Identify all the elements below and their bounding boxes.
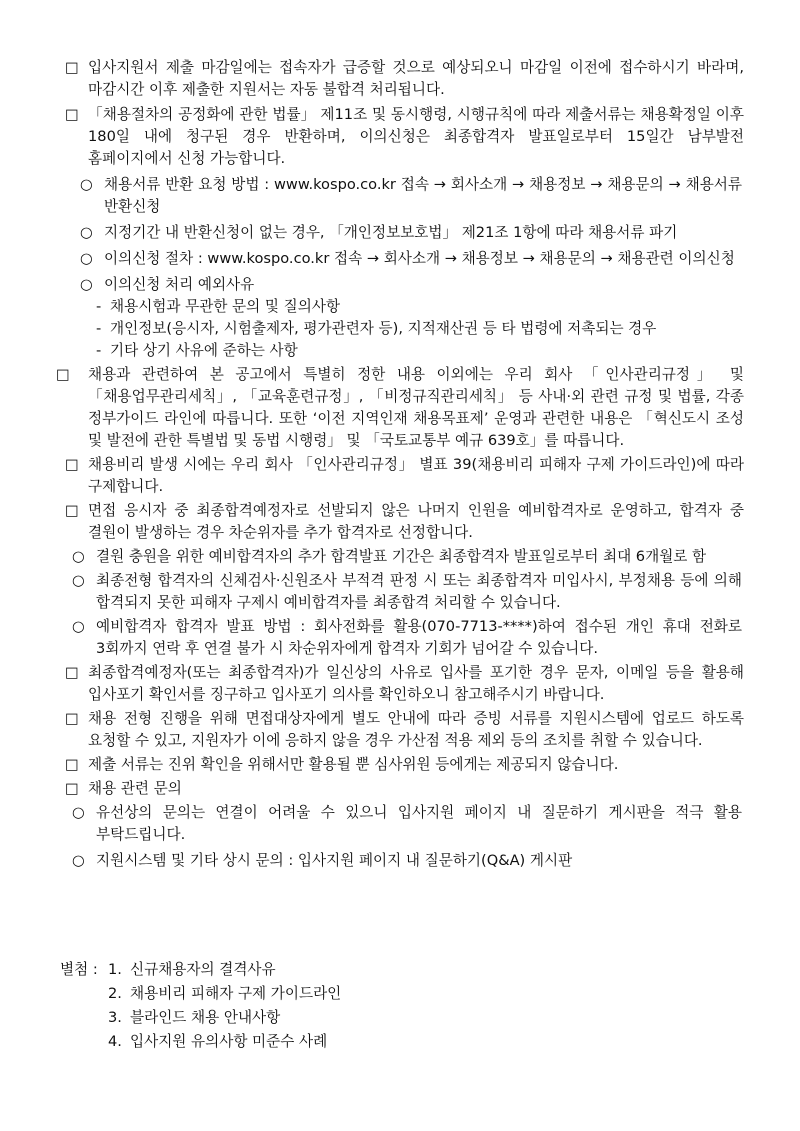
item-text: 채용 전형 진행을 위해 면접대상자에게 별도 안내에 따라 증빙 서류를 지원시스템에 업로드 하도록 요청할 수 있고, 지원자가 이에 응하지 않을 경우 가산점 적용 제외 등의 조치를 취할 수 있습니다. xyxy=(88,710,744,749)
list-item xyxy=(80,248,742,270)
square-bullet: □ xyxy=(65,780,79,797)
attachment-text: 채용비리 피해자 구제 가이드라인 xyxy=(130,985,342,1002)
list-item xyxy=(72,546,742,568)
circle-bullet: ○ xyxy=(72,852,85,869)
item-text: 기타 상기 사유에 준하는 사항 xyxy=(110,342,298,359)
dash-bullet: - xyxy=(96,298,102,315)
item-text: 결원 충원을 위한 예비합격자의 추가 합격발표 기간은 최종합격자 발표일로부터 최대 6개월로 함 xyxy=(96,548,707,565)
circle-bullet: ○ xyxy=(80,276,93,293)
square-bullet: □ xyxy=(65,59,79,76)
item-text: 이의신청 절차 : www.kospo.co.kr 접속 → 회사소개 → 채용정보 → 채용문의 → 채용관련 이의신청 xyxy=(104,250,735,267)
item-text: 유선상의 문의는 연결이 어려울 수 있으니 입사지원 페이지 내 질문하기 게시판을 적극 활용 부탁드립니다. xyxy=(96,804,742,843)
attachment-item xyxy=(60,1030,341,1054)
list-item xyxy=(66,104,744,170)
item-text: 「채용절차의 공정화에 관한 법률」 제11조 및 동시행령, 시행규칙에 따라 제출서류는 채용확정일 이후 180일 내에 청구된 경우 반환하며, 이의신청은 최종합격자 발표일로부터 15일간 남부발전 홈페이지에서 신청 가능합니다. xyxy=(88,106,744,167)
square-bullet: □ xyxy=(65,106,79,123)
item-text: 면접 응시자 중 최종합격예정자로 선발되지 않은 나머지 인원을 예비합격자로 운영하고, 합격자 중 결원이 발생하는 경우 차순위자를 추가 합격자로 선정합니다. xyxy=(88,502,744,541)
attachments-title: 별첨 : xyxy=(60,961,98,978)
square-bullet: □ xyxy=(65,756,79,773)
item-text: 채용과 관련하여 본 공고에서 특별히 정한 내용 이외에는 우리 회사 「인사관리규정」 및 「채용업무관리세칙」, 「교육훈련규정」, 「비정규직관리세칙」 등 사내·외 관련 규정 및 법률, 각종 정부가이드 라인에 따릅니다. 또한 ‘이전 지역인재 채용목표제’ 운영과 관련한 내용은 「혁신도시 조성 및 발전에 관한 특별법 및 동법 시행령」 및 「국토교통부 예규 639호」를 따릅니다. xyxy=(88,366,744,449)
circle-bullet: ○ xyxy=(72,804,85,821)
list-item xyxy=(56,364,744,452)
attachment-number: 2. xyxy=(108,985,122,1002)
square-bullet: □ xyxy=(65,502,79,519)
attachments-section xyxy=(60,958,341,1054)
item-text: 채용 관련 문의 xyxy=(88,780,182,797)
square-bullet: □ xyxy=(65,664,79,681)
attachment-item xyxy=(60,958,341,982)
item-text: 채용비리 발생 시에는 우리 회사 「인사관리규정」 별표 39(채용비리 피해자 구제 가이드라인)에 따라 구제합니다. xyxy=(88,456,744,495)
list-item xyxy=(96,340,722,362)
item-text: 채용서류 반환 요청 방법 : www.kospo.co.kr 접속 → 회사소개 → 채용정보 → 채용문의 → 채용서류 반환신청 xyxy=(104,176,742,215)
square-bullet: □ xyxy=(65,710,79,727)
list-item xyxy=(66,778,744,800)
list-item xyxy=(72,570,742,614)
list-item xyxy=(72,850,742,872)
item-text: 예비합격자 합격자 발표 방법 : 회사전화를 활용(070-7713-****)하여 접수된 개인 휴대 전화로 3회까지 연락 후 연결 불가 시 차순위자에게 합격자 기회가 넘어갈 수 있습니다. xyxy=(96,618,742,657)
list-item xyxy=(72,802,742,846)
item-text: 제출 서류는 진위 확인을 위해서만 활용될 뿐 심사위원 등에게는 제공되지 않습니다. xyxy=(88,756,619,773)
attachment-number: 1. xyxy=(108,961,122,978)
list-item xyxy=(66,57,744,101)
list-item xyxy=(66,662,744,706)
attachment-item xyxy=(60,1006,341,1030)
notice-body xyxy=(0,57,744,872)
item-text: 채용시험과 무관한 문의 및 질의사항 xyxy=(110,298,341,315)
list-item xyxy=(96,296,722,318)
circle-bullet: ○ xyxy=(80,250,93,267)
circle-bullet: ○ xyxy=(80,176,93,193)
list-item xyxy=(80,222,742,244)
list-item xyxy=(66,708,744,752)
dash-bullet: - xyxy=(96,320,102,337)
item-text: 최종합격예정자(또는 최종합격자)가 일신상의 사유로 입사를 포기한 경우 문자, 이메일 등을 활용해 입사포기 확인서를 징구하고 입사포기 의사를 확인하오니 참고해주시기 바랍니다. xyxy=(88,664,744,703)
attachment-item xyxy=(60,982,341,1006)
list-item xyxy=(66,454,744,498)
item-text: 개인정보(응시자, 시험출제자, 평가관련자 등), 지적재산권 등 타 법령에 저촉되는 경우 xyxy=(110,320,657,337)
attachment-text: 블라인드 채용 안내사항 xyxy=(130,1009,281,1026)
circle-bullet: ○ xyxy=(72,618,85,635)
list-item xyxy=(66,754,744,776)
circle-bullet: ○ xyxy=(72,572,85,589)
item-text: 입사지원서 제출 마감일에는 접속자가 급증할 것으로 예상되오니 마감일 이전에 접수하시기 바라며, 마감시간 이후 제출한 지원서는 자동 불합격 처리됩니다. xyxy=(88,59,744,98)
dash-bullet: - xyxy=(96,342,102,359)
attachment-text: 입사지원 유의사항 미준수 사례 xyxy=(130,1033,328,1050)
attachment-number: 3. xyxy=(108,1009,122,1026)
attachment-number: 4. xyxy=(108,1033,122,1050)
list-item xyxy=(72,616,742,660)
attachment-text: 신규채용자의 결격사유 xyxy=(130,961,276,978)
list-item xyxy=(66,500,744,544)
square-bullet: □ xyxy=(65,456,79,473)
item-text: 이의신청 처리 예외사유 xyxy=(104,276,255,293)
square-bullet: □ xyxy=(56,366,70,383)
item-text: 지원시스템 및 기타 상시 문의 : 입사지원 페이지 내 질문하기(Q&A) 게시판 xyxy=(96,852,573,869)
list-item xyxy=(96,318,722,340)
item-text: 지정기간 내 반환신청이 없는 경우, 「개인정보보호법」 제21조 1항에 따라 채용서류 파기 xyxy=(104,224,678,241)
circle-bullet: ○ xyxy=(80,224,93,241)
circle-bullet: ○ xyxy=(72,548,85,565)
list-item xyxy=(80,274,742,296)
item-text: 최종전형 합격자의 신체검사·신원조사 부적격 판정 시 또는 최종합격자 미입사시, 부정채용 등에 의해 합격되지 못한 피해자 구제시 예비합격자를 최종합격 처리할 수 있습니다. xyxy=(96,572,742,611)
list-item xyxy=(80,174,742,218)
